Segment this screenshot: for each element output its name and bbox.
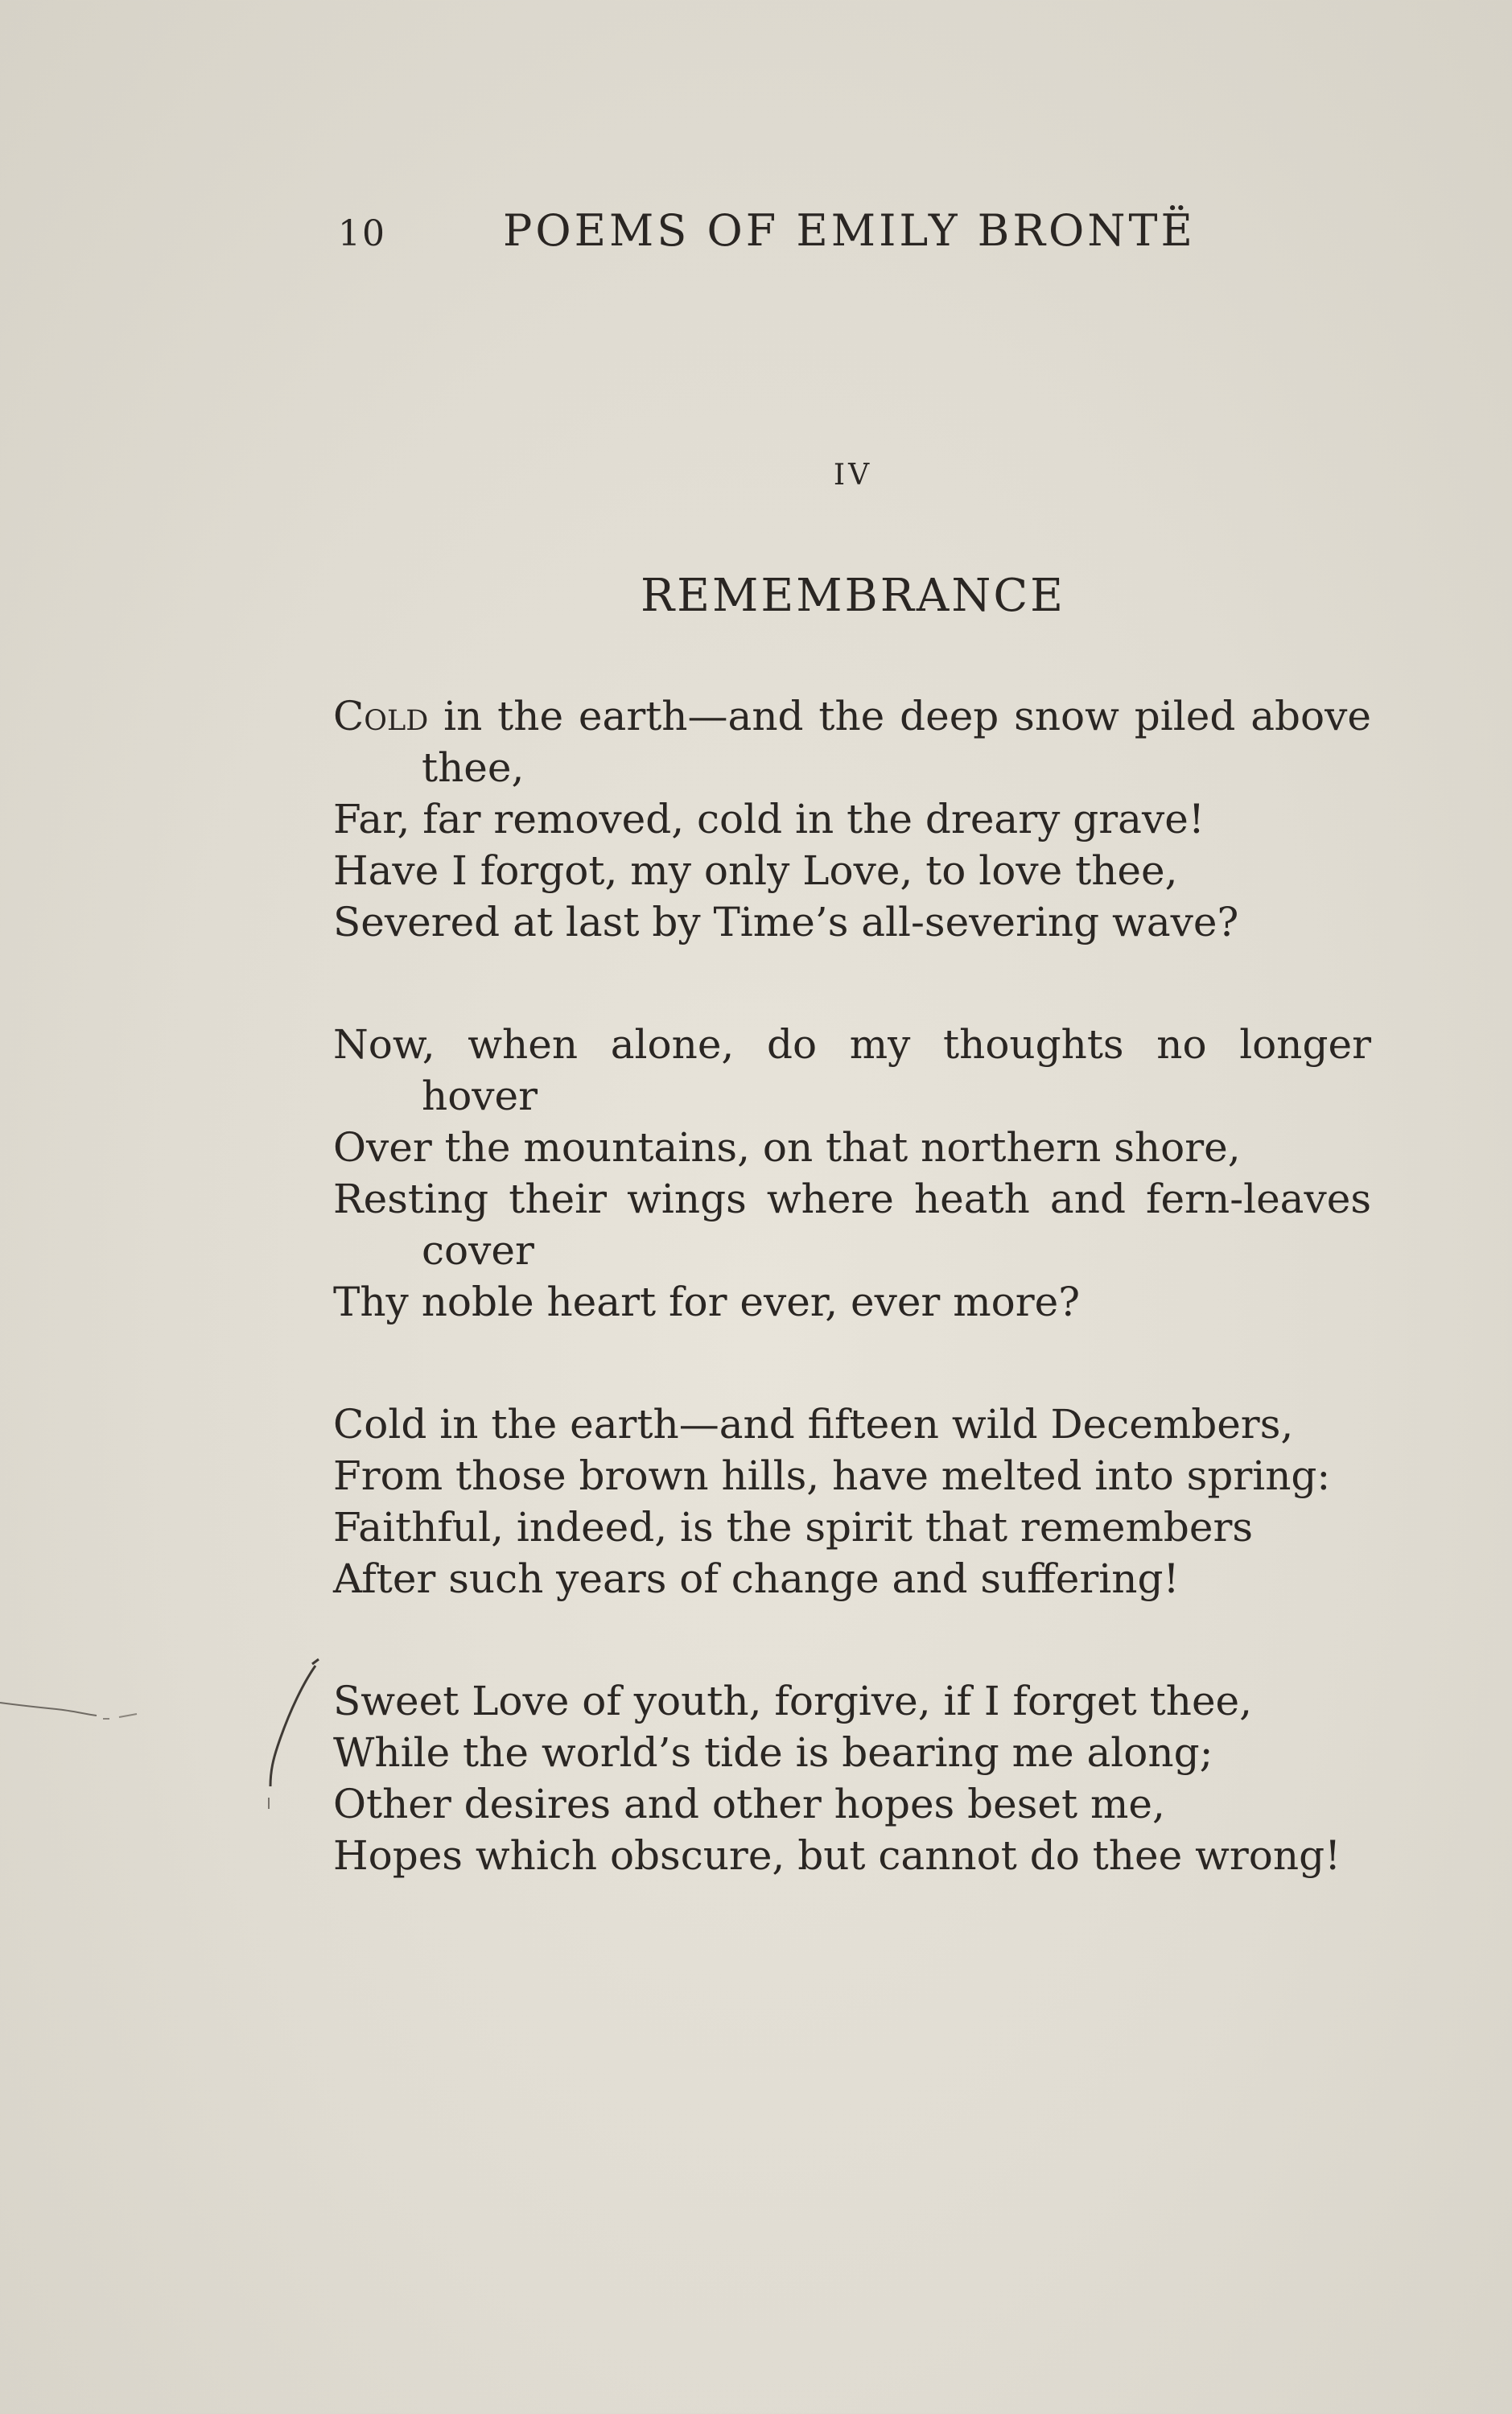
stanza-2 — [333, 1019, 1371, 1328]
stanza-3 — [333, 1399, 1371, 1605]
drop-word: Cold — [333, 693, 429, 739]
stanza-1 — [333, 690, 1371, 948]
poem-line: Cold in the earth—and fifteen wild Decembers, — [333, 1401, 1294, 1448]
poem-line: Now, when alone, do my thoughts no longer — [333, 1021, 1371, 1068]
poem-title: REMEMBRANCE — [640, 570, 1066, 622]
poem-line-continuation: hover — [422, 1073, 538, 1119]
pencil-margin-mark — [0, 1650, 338, 1835]
poem-line: Have I forgot, my only Love, to love thee, — [333, 847, 1178, 894]
poem-line: Thy noble heart for ever, ever more? — [333, 1279, 1081, 1325]
poem-line: Far, far removed, cold in the dreary grave! — [333, 796, 1205, 842]
poem-line: Sweet Love of youth, forgive, if I forget thee, — [333, 1678, 1253, 1724]
poem-line: After such years of change and suffering! — [333, 1555, 1180, 1602]
section-number: IV — [833, 459, 873, 492]
poem-line — [333, 690, 1371, 742]
poem-body — [333, 690, 1371, 1952]
poem-line: Other desires and other hopes beset me, — [333, 1781, 1165, 1827]
page-number: 10 — [338, 213, 386, 254]
poem-line: Hopes which obscure, but cannot do thee wrong! — [333, 1832, 1341, 1879]
poem-line: Over the mountains, on that northern shore, — [333, 1124, 1241, 1171]
poem-line: Faithful, indeed, is the spirit that remembers — [333, 1504, 1254, 1551]
page-header — [338, 205, 1223, 262]
poem-line: Severed at last by Time’s all-severing wave? — [333, 899, 1239, 945]
running-title: POEMS OF EMILY BRONTË — [503, 205, 1196, 256]
poem-line-continuation: thee, — [422, 744, 525, 791]
poem-line: Resting their wings where heath and fern-leaves — [333, 1176, 1371, 1222]
poem-line-text: in the earth—and the deep snow piled above — [428, 693, 1371, 739]
poem-line: From those brown hills, have melted into spring: — [333, 1452, 1331, 1499]
stanza-4 — [333, 1675, 1371, 1881]
poem-line: While the world’s tide is bearing me along; — [333, 1729, 1213, 1776]
poem-line-continuation: cover — [422, 1227, 534, 1274]
